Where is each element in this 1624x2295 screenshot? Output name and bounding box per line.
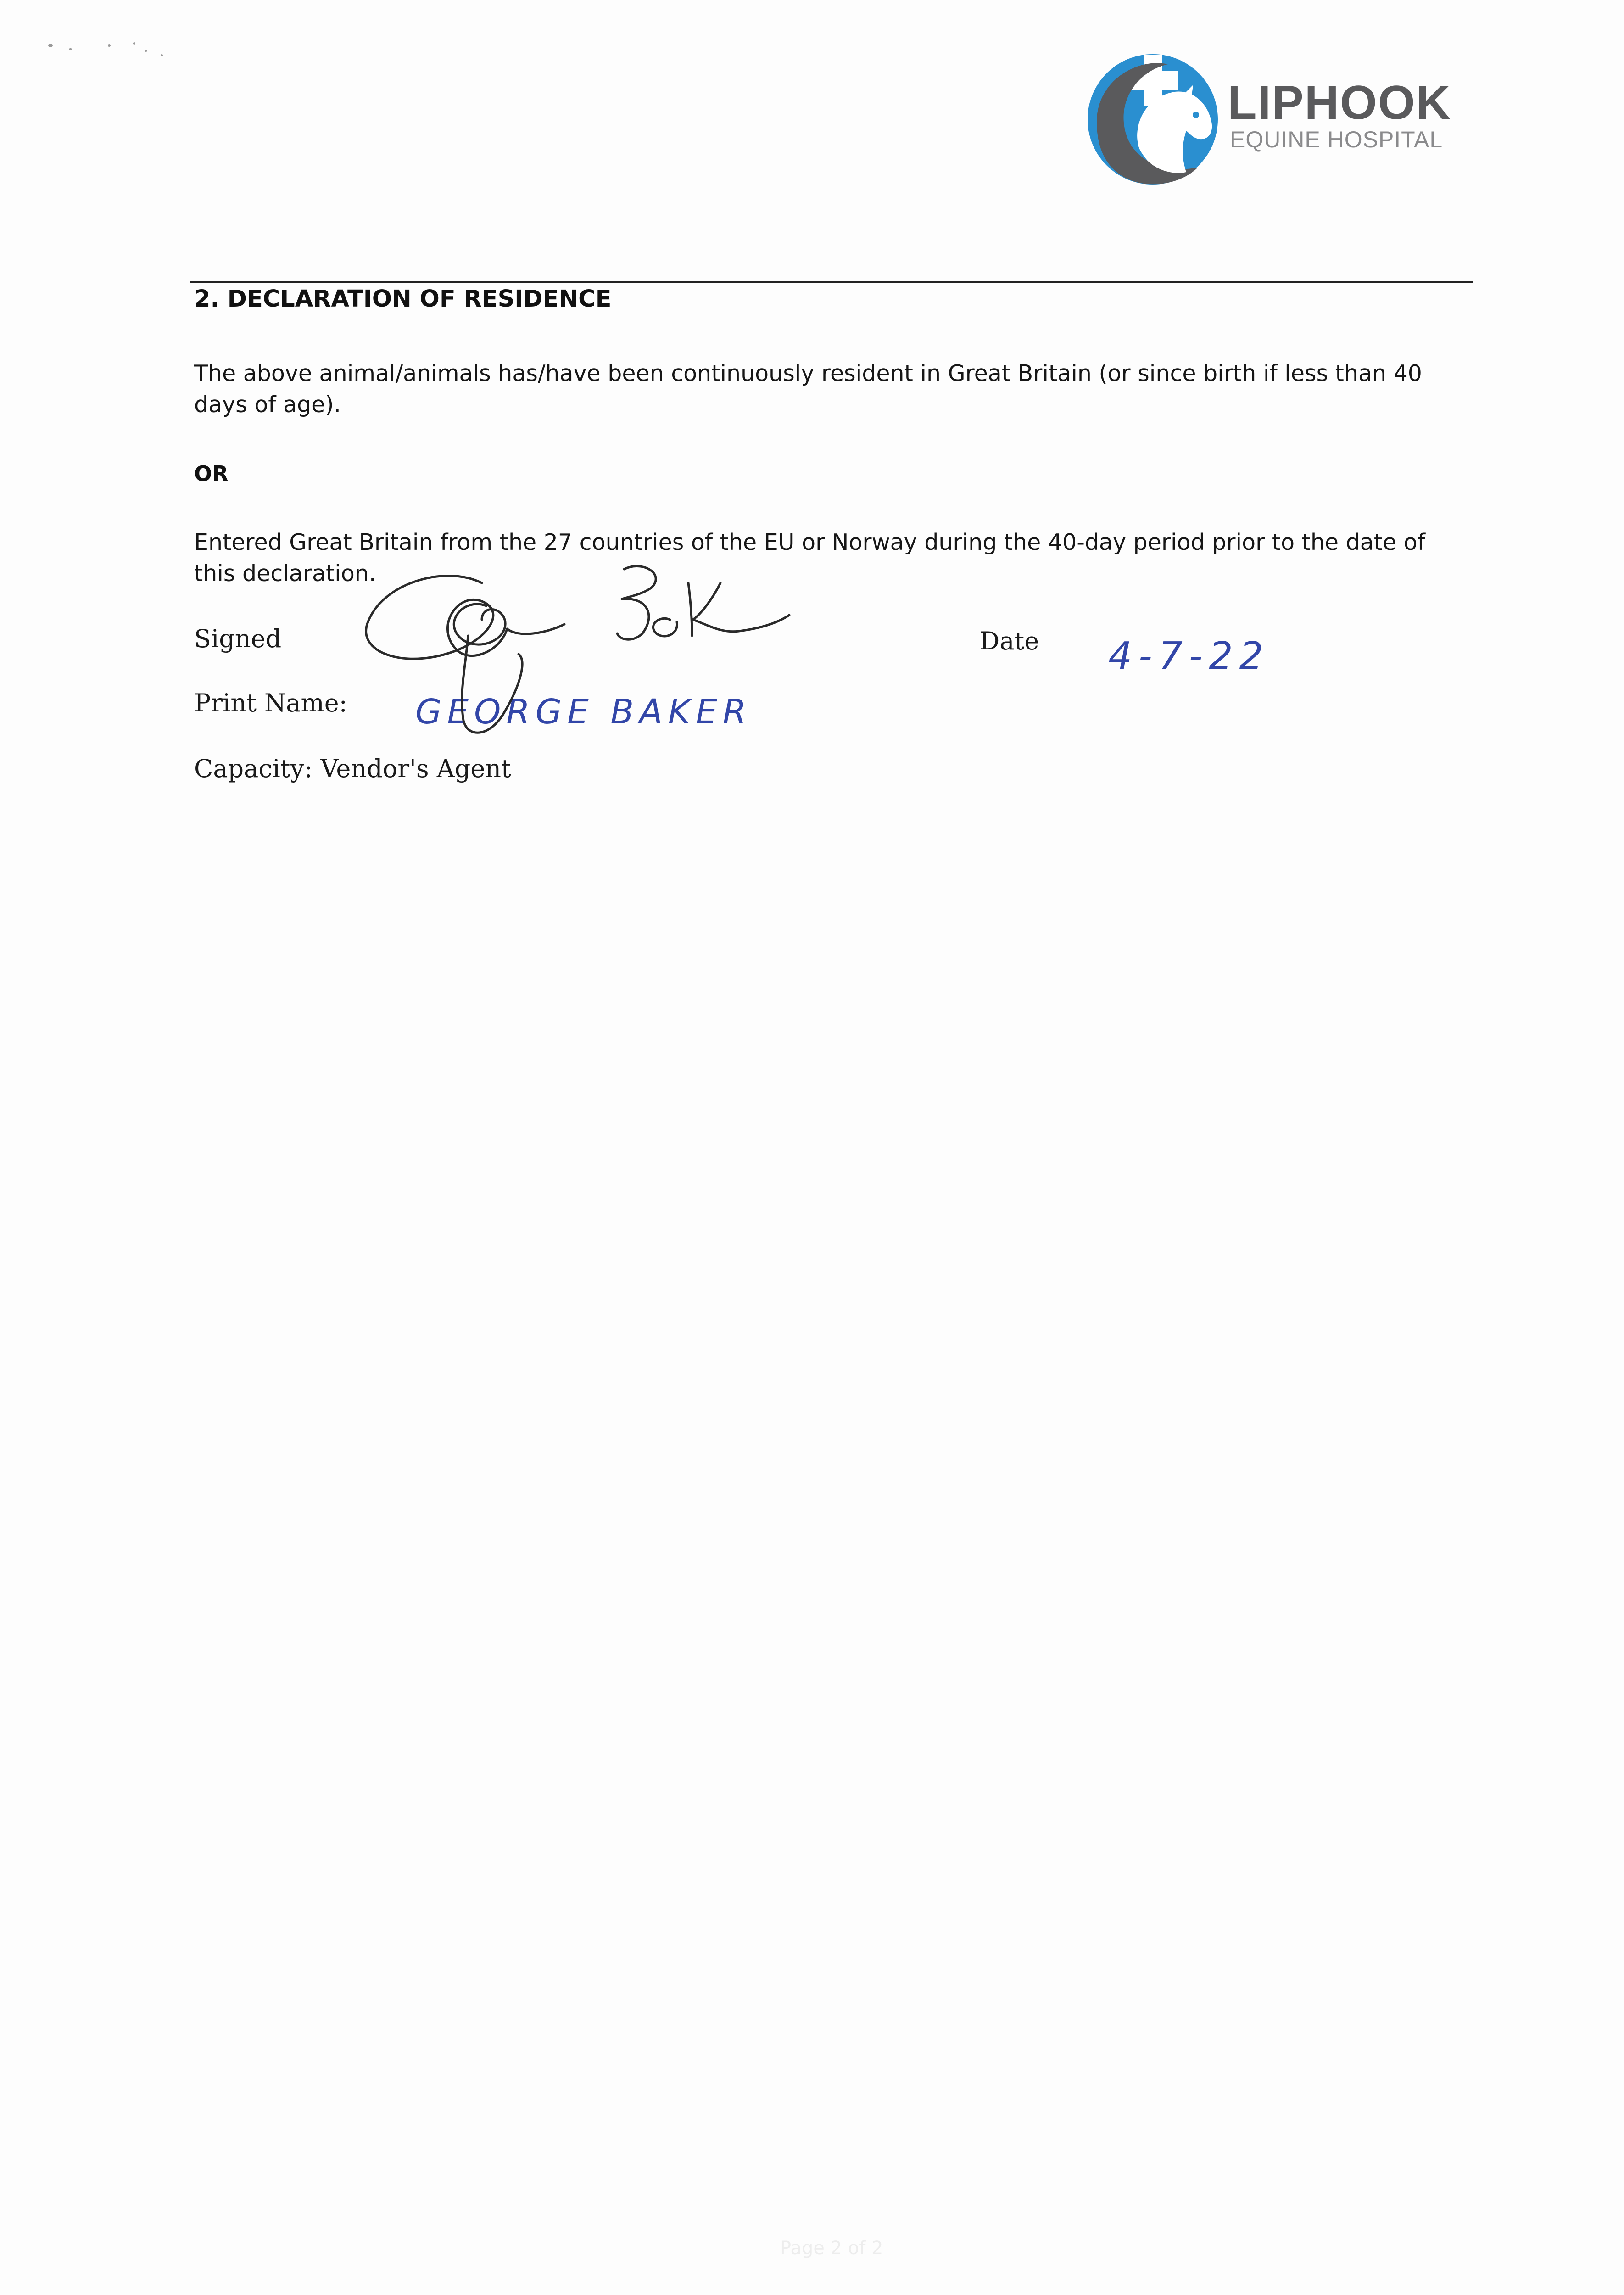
- print-name-value: GEORGE BAKER: [415, 692, 752, 732]
- entry-statement: Entered Great Britain from the 27 countries of the EU or Norway during the 40-day period prior to the date of this declaration.: [194, 529, 1425, 587]
- scan-speck: [108, 44, 111, 47]
- residence-statement: The above animal/animals has/have been continuously resident in Great Britain (or since birth if less than 40 days of age).: [194, 360, 1422, 418]
- scan-speck: [48, 44, 53, 47]
- section-heading: 2. DECLARATION OF RESIDENCE: [194, 285, 612, 313]
- page-number: Page 2 of 2: [780, 2238, 883, 2259]
- scan-speck: [69, 48, 72, 50]
- or-separator: OR: [194, 461, 229, 486]
- horse-head-cross-icon: [1088, 53, 1225, 190]
- scan-speck: [161, 54, 163, 56]
- handwritten-signature: [353, 555, 803, 753]
- scan-speck: [133, 42, 135, 45]
- logo-name: LIPHOOK: [1228, 76, 1451, 129]
- signed-label: Signed: [194, 624, 282, 653]
- date-value: 4-7-22: [1108, 634, 1270, 678]
- scan-speck: [145, 50, 147, 52]
- liphook-logo: [1088, 53, 1455, 190]
- capacity-label: Capacity: Vendor's Agent: [194, 754, 511, 783]
- logo-subtitle: EQUINE HOSPITAL: [1230, 127, 1443, 152]
- date-label: Date: [980, 627, 1039, 655]
- print-name-label: Print Name:: [194, 688, 347, 717]
- section-divider: [190, 281, 1473, 283]
